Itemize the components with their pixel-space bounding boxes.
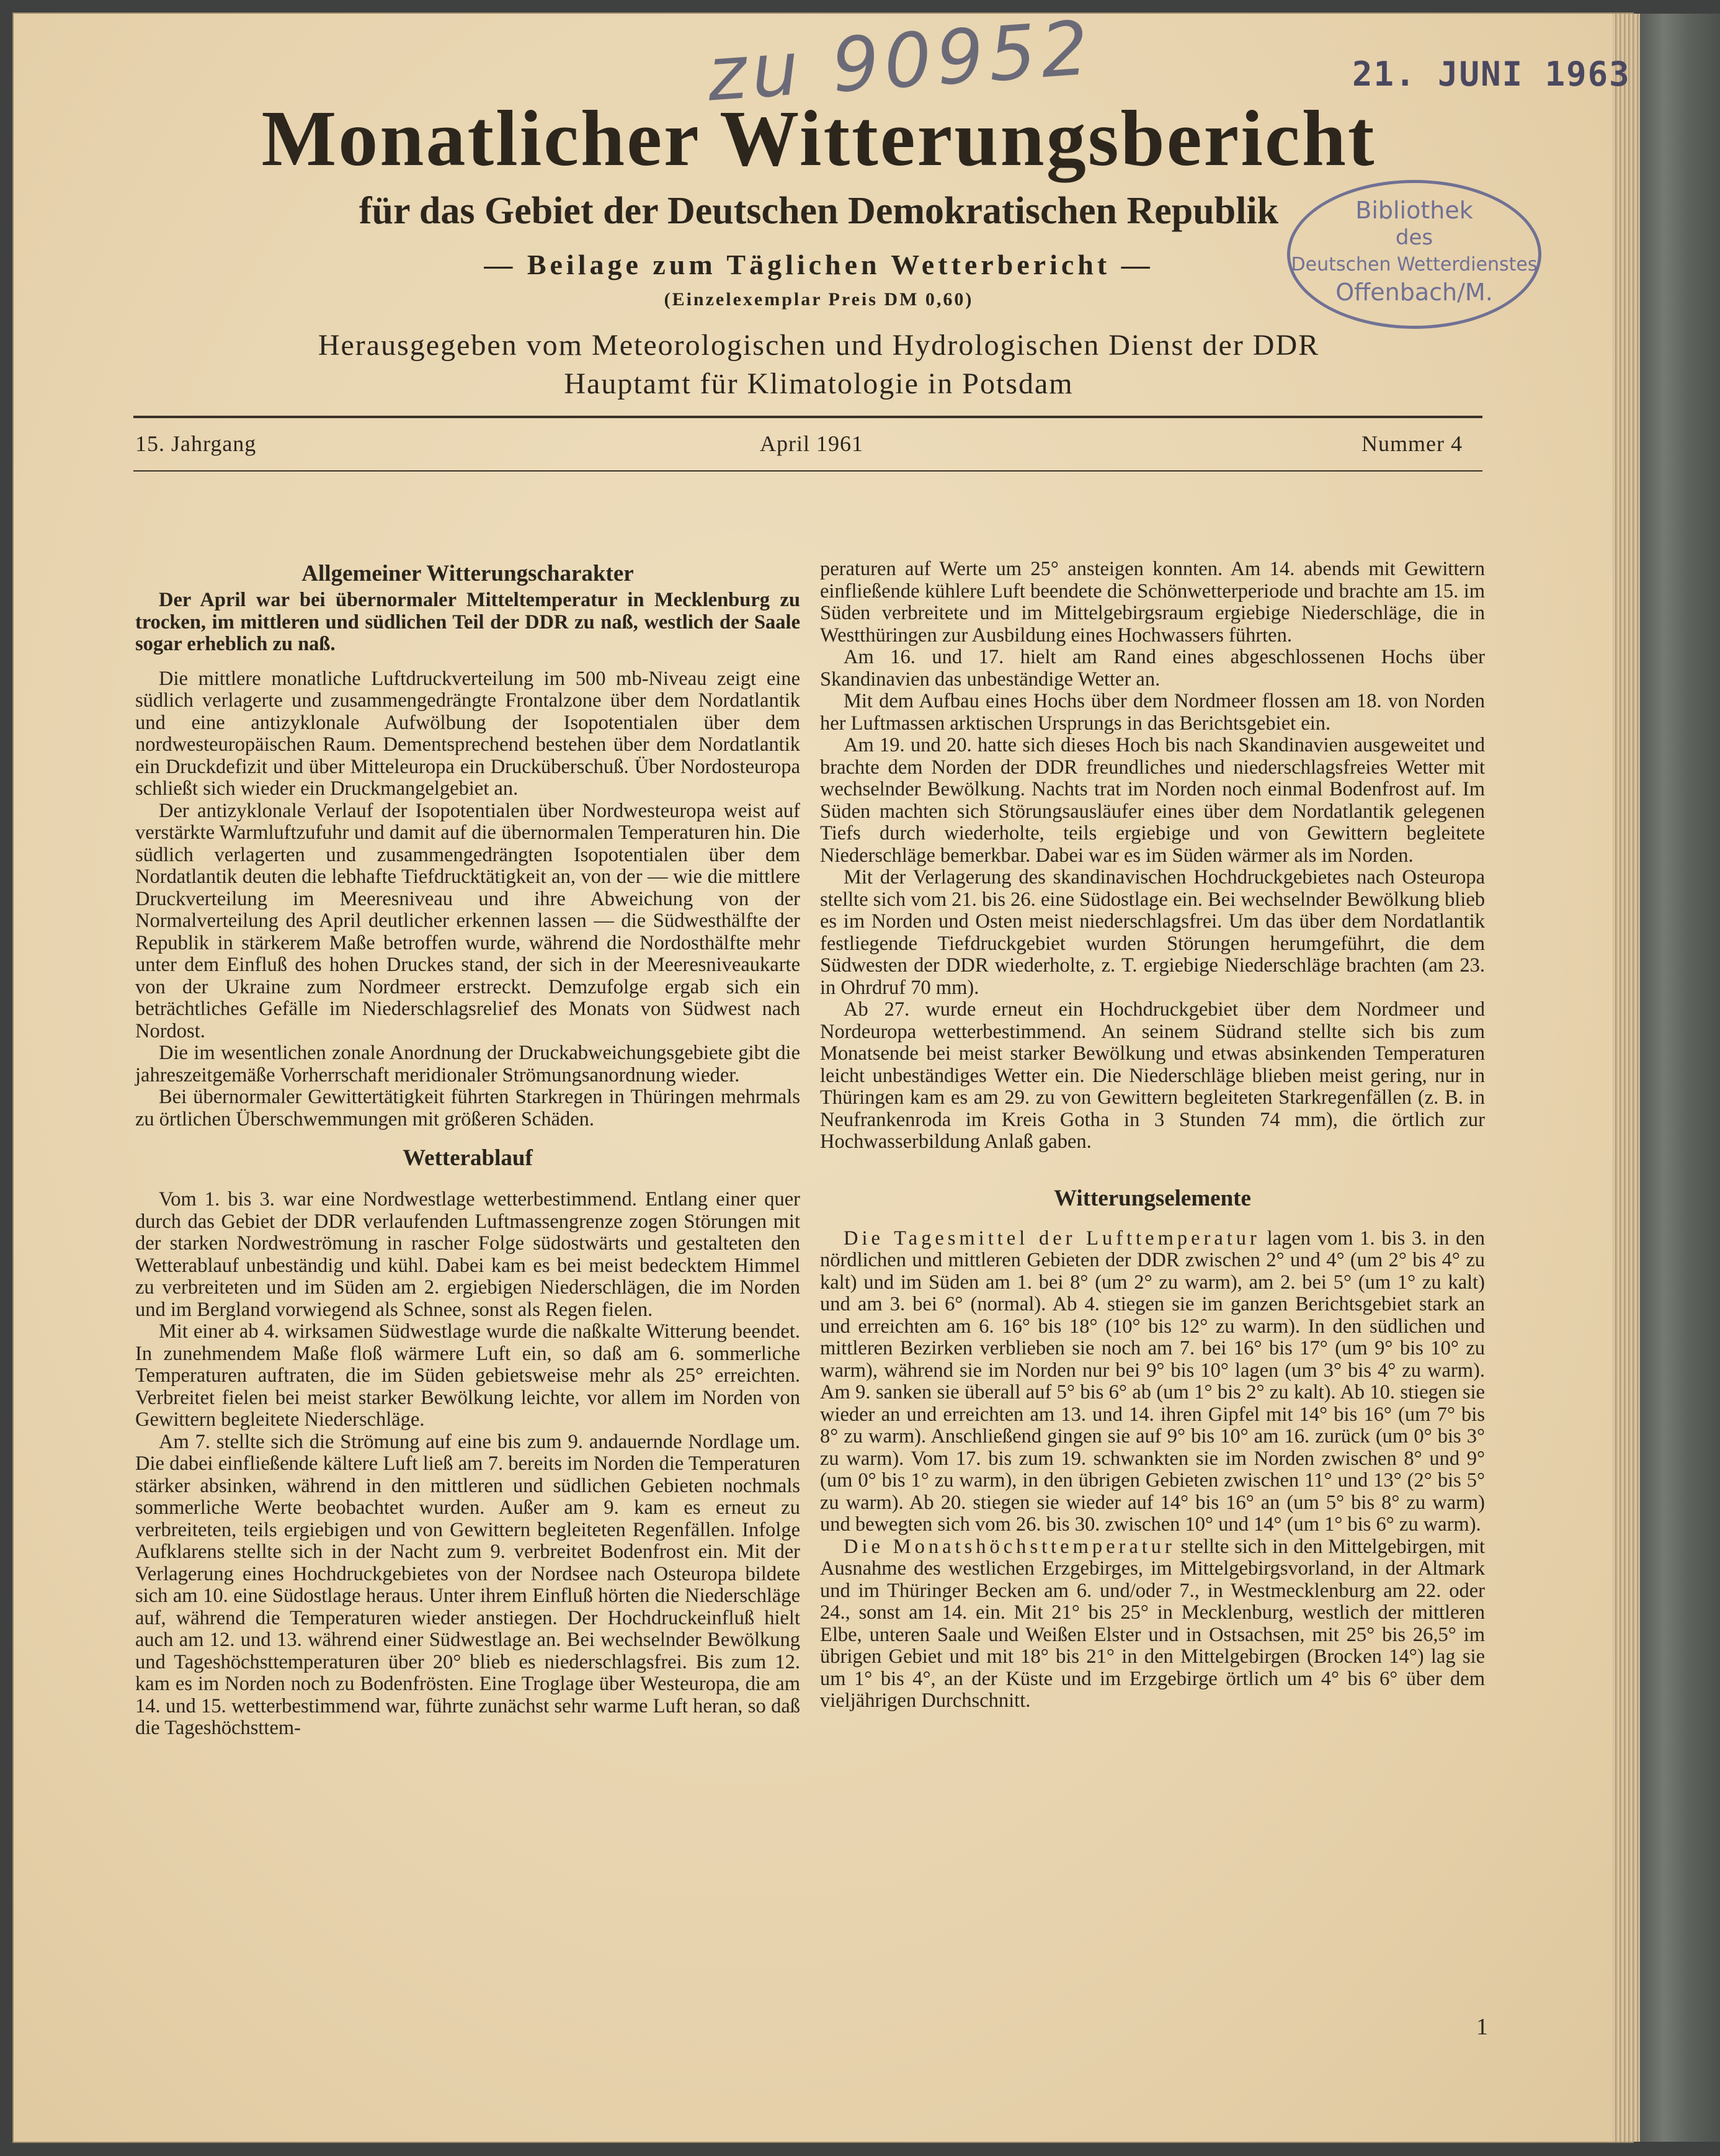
publisher-line: Herausgegeben vom Meteorologischen und Hydrologischen Dienst der DDR xyxy=(318,329,1320,362)
section-heading: Witterungselemente xyxy=(1054,1185,1251,1211)
paragraph: Am 19. und 20. hatte sich dieses Hoch bis nach Skandinavien ausgeweitet und brachte dem Norden der DDR freundliches und niederschlagsfreies Wetter mit wechselnder Bewölkung. Nachts trat im Norden noch einmal Bodenfrost auf. Im Süden machten sich Störungsausläufer eines über dem Nordatlantik gelegenen Tiefs durch wiederholte, teils ergiebige und von Gewittern begleitete Niederschläge bemerkbar. Dabei war es im Süden wärmer als im Norden. xyxy=(820,734,1485,867)
paragraph: Am 16. und 17. hielt am Rand eines abgeschlossenen Hochs über Skandinavien das unbeständige Wetter an. xyxy=(820,646,1485,691)
stamp-line: Deutschen Wetterdienstes xyxy=(1291,254,1538,275)
handwritten-note: zu 90952 xyxy=(704,5,1097,119)
masthead-title: Monatlicher Witterungsbericht xyxy=(261,94,1376,182)
stamp-line: des xyxy=(1395,225,1433,250)
paragraph: Bei übernormaler Gewittertätigkeit führten Starkregen in Thüringen mehrmals zu örtlichen Überschwemmungen mit größeren Schäden. xyxy=(135,1086,800,1130)
paragraph xyxy=(820,1228,1485,1536)
spaced-term: Die Monatshöchsttemperatur xyxy=(844,1535,1175,1558)
masthead-subtitle: für das Gebiet der Deutschen Demokratischen Republik xyxy=(359,190,1279,232)
section-heading: Wetterablauf xyxy=(403,1145,533,1171)
stamp-line: Offenbach/M. xyxy=(1335,279,1493,306)
paragraph: Am 7. stellte sich die Strömung auf eine bis zum 9. andauernde Nordlage um. Die dabei einfließende kältere Luft ließ am 7. bereits im Norden die Temperaturen stärker absinken, während in den mittleren und südlichen Gebieten nochmals sommerliche Werte beobachtet wurden. Außer am 9. kam es erneut zu verbreiteten, teils ergiebigen und von Gewittern begleiteten Regenfällen. Infolge Aufklarens stellte sich in der Nacht zum 9. verbreitet Bodenfrost ein. Mit der Verlagerung eines Hochdruckgebietes von der Nordsee nach Osteuropa bildete sich am 10. eine Südostlage heraus. Unter ihrem Einfluß hörten die Niederschläge auf, während die Temperaturen wieder anstiegen. Der Hochdruckeinfluß hielt auch am 12. und 13. während einer Südwestlage an. Bei wechselnder Bewölkung und Tageshöchsttemperaturen über 20° blieb es niederschlagsfrei. Bis zum 12. kam es im Norden noch zu Bodenfrösten. Eine Troglage über Westeuropa, die am 14. und 15. wetterbestimmend war, führte zunächst sehr warme Luft heran, so daß die Tageshöchsttem- xyxy=(135,1430,800,1739)
paragraph: Ab 27. wurde erneut ein Hochdruckgebiet über dem Nordmeer und Nordeuropa wetterbestimmend. An seinem Südrand stellte sich bis zum Monatsende bei meist starker Bewölkung und etwas absinkenden Temperaturen leicht unbeständiges Wetter ein. Die Niederschläge blieben meist gering, nur in Thüringen kam es am 29. zu von Gewittern begleiteten Starkregenfällen (z. B. in Neufrankenroda im Kreis Gotha in 3 Stunden 74 mm), die örtlich zur Hochwasserbildung Anlaß gaben. xyxy=(820,998,1485,1153)
right-column xyxy=(820,558,1485,1712)
book-binding xyxy=(1640,14,1720,2142)
page-stack-edges xyxy=(1613,14,1640,2142)
price-line: (Einzelexemplar Preis DM 0,60) xyxy=(664,289,974,310)
issue-volume: 15. Jahrgang xyxy=(135,431,257,456)
section-heading: Allgemeiner Witterungscharakter xyxy=(301,561,634,586)
issue-month: April 1961 xyxy=(760,431,863,456)
stamp-line: Bibliothek xyxy=(1355,197,1473,224)
supplement-line: — Beilage zum Täglichen Wetterbericht — xyxy=(484,249,1154,280)
paragraph: Die im wesentlichen zonale Anordnung der Druckabweichungsgebiete gibt die jahreszeitgemäße Vorherrschaft meridionaler Strömungsanordnung wieder. xyxy=(135,1042,800,1086)
page-number: 1 xyxy=(1476,2014,1488,2040)
paragraph: peraturen auf Werte um 25° ansteigen konnten. Am 14. abends mit Gewittern einfließende kühlere Luft beendete die Schönwetterperiode und brachte am 15. im Süden verbreitete und im Mittelgebirgsraum ergiebige Niederschläge, die in Westthüringen zur Ausbildung eines Hochwassers führten. xyxy=(820,558,1485,646)
issue-number: Nummer 4 xyxy=(1361,431,1463,456)
paragraph: Der antizyklonale Verlauf der Isopotentialen über Nordwesteuropa weist auf verstärkte Warmluftzufuhr und damit auf die übernormalen Temperaturen hin. Die südlich verlagerten und zusammengedrängten Isopotentialen über dem Nordatlantik deuten die lebhafte Tiefdrucktätigkeit an, von der — wie die mittlere Druckverteilung im Meeresniveau und ihre Abweichung von der Normalverteilung des April deutlicher erkennen lassen — die Südwesthälfte der Republik in stärkerem Maße betroffen wurde, während die Nordosthälfte mehr unter dem Einfluß des hohen Druckes stand, der sich in der Meeresniveaukarte von der Ukraine zum Nordmeer erstreckt. Demzufolge ergab sich ein beträchtliches Gefälle im Niederschlagsrelief des Monats von Südwest nach Nordost. xyxy=(135,799,800,1042)
paragraph-text: stellte sich in den Mittelgebirgen, mit Ausnahme des westlichen Erzgebirges, im Mittelgebirgsvorland, in der Altmark und im Thüringer Becken am 6. und/oder 7., in Westmecklenburg am 22. oder 24., sonst am 14. ein. Mit 21° bis 25° in Mecklenburg, westlich der mittleren Elbe, unteren Saale und Weißen Elster und in Ostsachsen, mit 25° bis 26,5° im übrigen Gebiet und mit 18° bis 21° in den Mittelgebirgen (Brocken 14°) lag sie um 1° bis 4°, an der Küste und im Erzgebirge örtlich um 4° bis 6° über dem vieljährigen Durchschnitt. xyxy=(820,1535,1485,1712)
left-column xyxy=(135,558,800,1740)
paragraph xyxy=(820,1536,1485,1712)
paragraph-text: lagen vom 1. bis 3. in den nördlichen und mittleren Gebieten der DDR zwischen 2° und 4° (um 2° bis 4° zu kalt) und im Süden am 1. bei 8° (um 2° zu warm), am 2. bei 5° (um 1° zu kalt) und am 3. bei 6° (normal). Ab 4. stiegen sie im ganzen Berichtsgebiet stark an und erreichten am 6. 16° bis 18° (10° bis 12° zu warm). In den südlichen und mittleren Bezirken verblieben sie noch am 7. bei 16° bis 17° (um 9° bis 10° zu warm), während sie im Norden nur bei 9° bis 10° lagen (um 3° bis 4° zu warm). Am 9. sanken sie überall auf 5° bis 6° ab (um 1° bis 2° zu kalt). Ab 10. stiegen sie wieder an und erreichten am 13. und 14. ihren Gipfel mit 14° bis 16° (um 7° bis 8° zu warm). Anschließend gingen sie auf 9° bis 10° am 16. zurück (um 0° bis 3° zu warm). Vom 17. bis zum 19. schwankten sie im Norden zwischen 8° und 9° (um 0° bis 1° zu warm), in den übrigen Gebieten zwischen 11° und 13° (2° bis 5° zu warm). Ab 20. stiegen sie wieder auf 14° bis 16° an (um 5° bis 8° zu warm) und bewegten sich vom 26. bis 30. zwischen 10° und 14° (um 1° bis 6° zu warm). xyxy=(820,1227,1486,1536)
summary-paragraph: Der April war bei übernormaler Mitteltemperatur in Mecklenburg zu trocken, im mittleren und südlichen Teil der DDR zu naß, westlich der Saale sogar erheblich zu naß. xyxy=(135,589,800,655)
paragraph: Vom 1. bis 3. war eine Nordwestlage wetterbestimmend. Entlang einer quer durch das Gebiet der DDR verlaufenden Luftmassengrenze zogen Störungen mit der starken Nordweströmung in rascher Folge südostwärts und gestalteten den Wetterablauf unbeständig und kühl. Dabei kam es bei meist bedecktem Himmel zu verbreiteten und im Süden am 2. ergiebigen Niederschlägen, die im Norden und im Bergland vorwiegend als Schnee, sonst als Regen fielen. xyxy=(135,1188,800,1321)
paragraph: Die mittlere monatliche Luftdruckverteilung im 500 mb-Niveau zeigt eine südlich verlagerte und zusammengedrängte Frontalzone über dem Nordatlantik und eine antizyklonale Aufwölbung der Isopotentialen über dem nordwesteuropäischen Raum. Dementsprechend bestehen über dem Nordatlantik ein Druckdefizit und über Mitteleuropa ein Drucküberschuß. Über Nordosteuropa schließt sich wieder ein Druckmangelgebiet an. xyxy=(135,667,800,800)
paragraph: Mit einer ab 4. wirksamen Südwestlage wurde die naßkalte Witterung beendet. In zunehmendem Maße floß wärmere Luft ein, so daß am 6. sommerliche Temperaturen auftraten, die im Süden gebietsweise mehr als 25° erreichten. Verbreitet fielen bei meist starker Bewölkung leichte, vor allem im Norden von Gewittern begleitete Niederschläge. xyxy=(135,1320,800,1431)
paragraph: Mit dem Aufbau eines Hochs über dem Nordmeer flossen am 18. von Norden her Luftmassen arktischen Ursprungs in das Berichtsgebiet ein. xyxy=(820,690,1485,735)
publisher-line: Hauptamt für Klimatologie in Potsdam xyxy=(564,367,1074,400)
paragraph: Mit der Verlagerung des skandinavischen Hochdruckgebietes nach Osteuropa stellte sich vom 21. bis 26. eine Südostlage ein. Bei wechselnder Bewölkung blieb es im Norden und Osten meist niederschlagsfrei. Um das über dem Nordatlantik festliegende Tiefdruckgebiet wurden Störungen herumgeführt, die dem Südwesten der DDR wiederholte, z. T. ergiebige Niederschläge brachten (am 23. in Ohrdruf 70 mm). xyxy=(820,866,1485,999)
publisher-block xyxy=(130,326,1507,403)
date-stamp: 21. JUNI 1963 xyxy=(1352,55,1631,94)
header-rule-bottom xyxy=(133,470,1482,472)
header-rule-top xyxy=(133,416,1482,418)
spaced-term: Die Tagesmittel der Lufttemperatur xyxy=(844,1227,1260,1250)
